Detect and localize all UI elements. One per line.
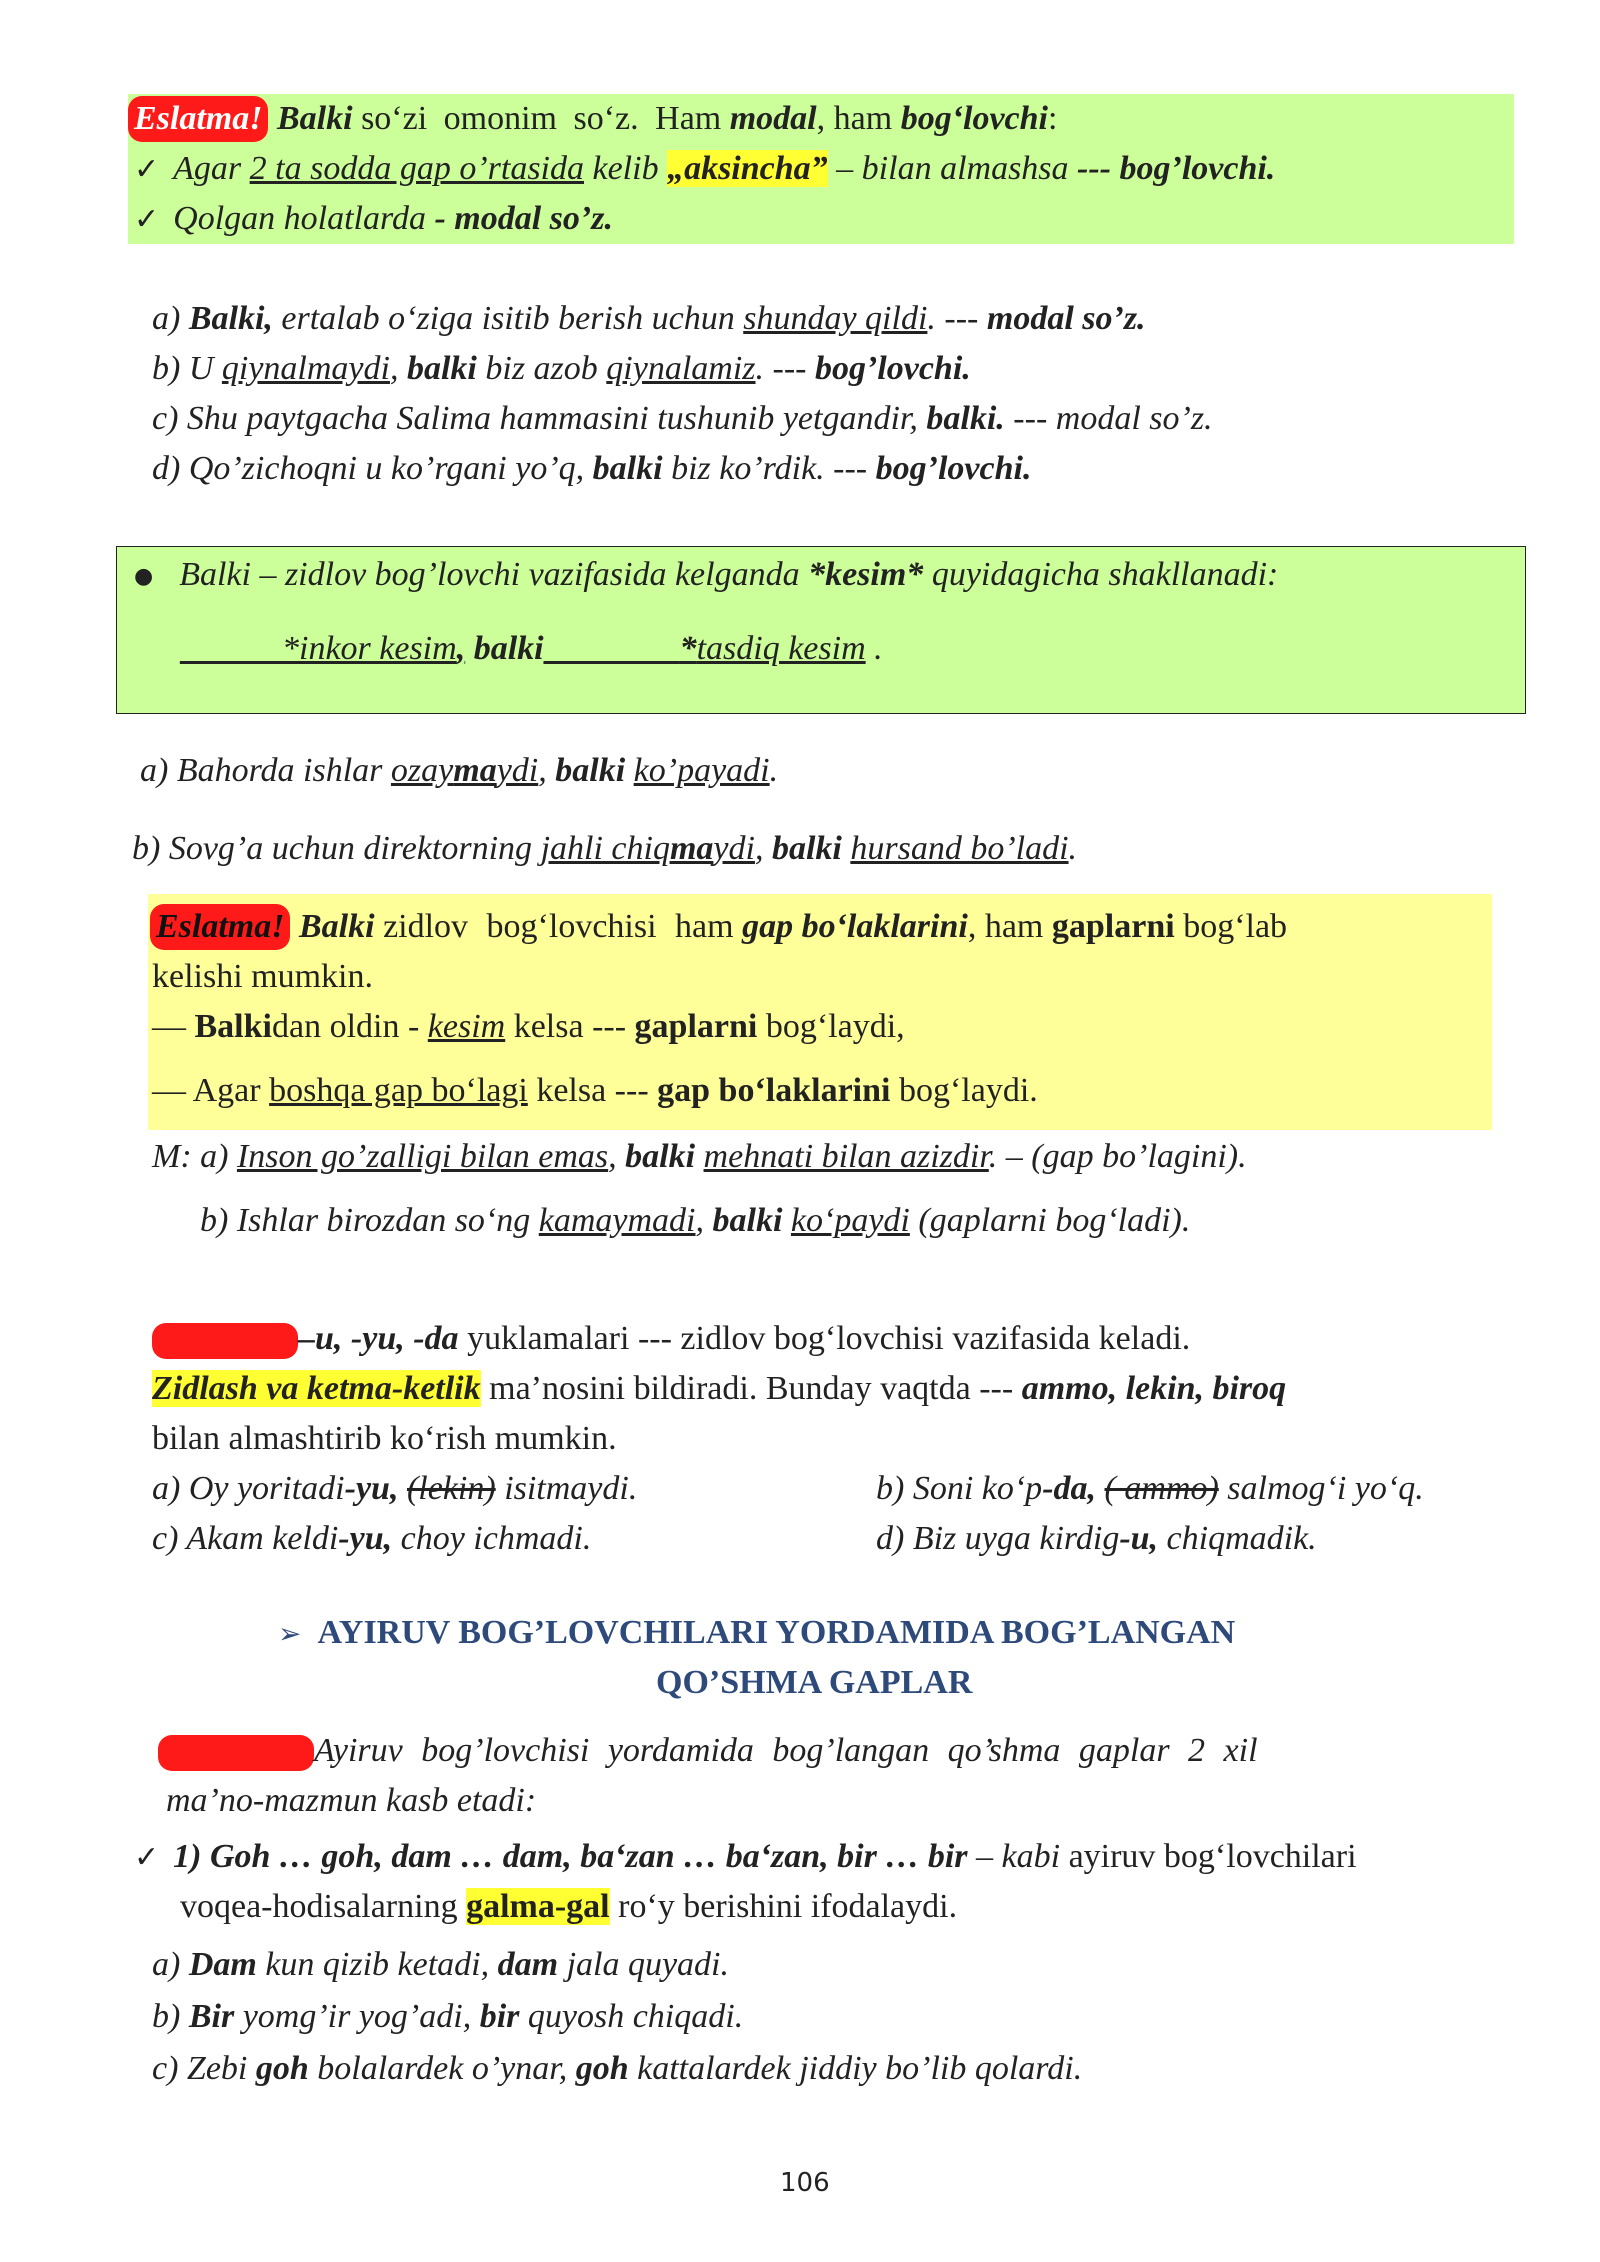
bullet-icon: ●	[134, 564, 154, 590]
check-mark-icon: ✓	[134, 202, 160, 237]
section-example-c: c) Zebi goh bolalardek o’ynar, goh kattalardek jiddiy bo’lib qolardi.	[152, 2050, 1083, 2087]
note1-line2: ✓ Agar 2 ta sodda gap o’rtasida kelib „aksincha” – bilan almashsa --- bog’lovchi.	[134, 150, 1276, 187]
note2-line4: — Agar boshqa gap bo‘lagi kelsa --- gap bo‘laklarini bog‘laydi.	[152, 1072, 1038, 1109]
example1-a: a) Balki, ertalab o‘ziga isitib berish uchun shunday qildi. --- modal so’z.	[152, 300, 1146, 337]
check-mark-icon: ✓	[134, 152, 160, 187]
section-intro-2: ma’no-mazmun kasb etadi:	[166, 1782, 537, 1819]
note2-line3: — Balkidan oldin - kesim kelsa --- gaplarni bog‘laydi,	[152, 1008, 905, 1045]
yu-example-b: b) Soni ko‘p-da, ( ammo) salmog‘i yo‘q.	[876, 1470, 1424, 1507]
example1-b: b) U qiynalmaydi, balki biz azob qiynalamiz. --- bog’lovchi.	[152, 350, 971, 387]
note2-example-b: b) Ishlar birozdan so‘ng kamaymadi, balki ko‘paydi (gaplarni bog‘ladi).	[200, 1202, 1191, 1239]
yu-example-d: d) Biz uyga kirdig-u, chiqmadik.	[876, 1520, 1317, 1557]
section-example-b: b) Bir yomg’ir yog’adi, bir quyosh chiqadi.	[152, 1998, 744, 2035]
yu-line2: Zidlash va ketma-ketlik ma’nosini bildiradi. Bunday vaqtda --- ammo, lekin, biroq	[152, 1370, 1287, 1407]
note1-line1: Eslatma! Balki so‘zi omonim so‘z. Ham modal, ham bog‘lovchi:	[128, 96, 1057, 142]
yu-example-a: a) Oy yoritadi-yu, (lekin) isitmaydi.	[152, 1470, 638, 1507]
red-marker	[152, 1323, 298, 1359]
note2-line1: Eslatma! Balki zidlov bog‘lovchisi ham gap bo‘laklarini, ham gaplarni bog‘lab	[150, 904, 1287, 950]
rule-line2: ______*inkor kesim, balki________*tasdiq kesim .	[180, 630, 883, 667]
section-item1-line1: ✓ 1) Goh … goh, dam … dam, ba‘zan … ba‘zan, bir … bir – kabi ayiruv bog‘lovchilari	[134, 1838, 1357, 1875]
example2-a: a) Bahorda ishlar ozaymaydi, balki ko’payadi.	[140, 752, 779, 789]
eslatma-badge: Eslatma!	[150, 904, 290, 950]
example1-d: d) Qo’zichoqni u ko’rgani yo’q, balki biz ko’rdik. --- bog’lovchi.	[152, 450, 1032, 487]
section-intro-1: Ayiruv bog’lovchisi yordamida bog’langan qo’shma gaplar 2 xil	[158, 1728, 1258, 1774]
eslatma-badge: Eslatma!	[128, 96, 268, 142]
yu-line3: bilan almashtirib ko‘rish mumkin.	[152, 1420, 617, 1457]
red-marker	[158, 1735, 314, 1771]
section-title: ➢ AYIRUV BOG’LOVCHILARI YORDAMIDA BOG’LANGAN	[278, 1614, 1236, 1651]
check-mark-icon: ✓	[134, 1840, 160, 1875]
yu-example-c: c) Akam keldi-yu, choy ichmadi.	[152, 1520, 592, 1557]
note1-line3: ✓ Qolgan holatlarda - modal so’z.	[134, 200, 613, 237]
example2-b: b) Sovg’a uchun direktorning jahli chiqmaydi, balki hursand bo’ladi.	[132, 830, 1078, 867]
example1-c: c) Shu paytgacha Salima hammasini tushunib yetgandir, balki. --- modal so’z.	[152, 400, 1213, 437]
section-title-2: QO’SHMA GAPLAR	[656, 1664, 973, 1701]
note2-line2: kelishi mumkin.	[152, 958, 373, 995]
page-number: 106	[780, 2168, 830, 2198]
yu-line1: –u, -yu, -da yuklamalari --- zidlov bog‘lovchisi vazifasida keladi.	[152, 1316, 1190, 1362]
rule-line1: ● Balki – zidlov bog’lovchi vazifasida kelganda *kesim* quyidagicha shakllanadi:	[134, 556, 1279, 593]
section-example-a: a) Dam kun qizib ketadi, dam jala quyadi.	[152, 1946, 730, 1983]
note2-example-a: M: a) Inson go’zalligi bilan emas, balki mehnati bilan azizdir. – (gap bo’lagini).	[152, 1138, 1247, 1175]
section-item1-line2: voqea-hodisalarning galma-gal ro‘y berishini ifodalaydi.	[180, 1888, 958, 1925]
arrow-right-icon: ➢	[278, 1617, 302, 1650]
